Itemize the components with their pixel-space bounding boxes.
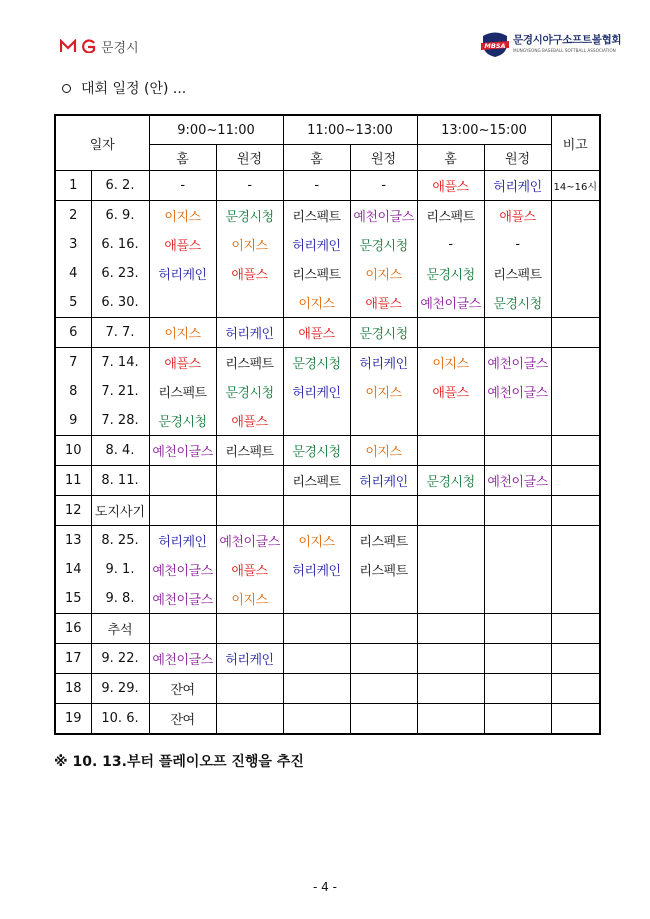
home-team-cell: 잔여 bbox=[149, 674, 216, 704]
table-row bbox=[55, 201, 600, 231]
home-team-cell: 이지스 bbox=[283, 526, 350, 556]
away-team-cell: 예천이글스 bbox=[484, 348, 551, 378]
row-date: 6. 23. bbox=[91, 259, 149, 288]
away-team-cell: 문경시청 bbox=[216, 377, 283, 406]
row-note bbox=[551, 526, 600, 556]
home-team-cell: 문경시청 bbox=[417, 259, 484, 288]
row-date: 7. 28. bbox=[91, 406, 149, 436]
row-note bbox=[551, 496, 600, 526]
home-team-cell: 애플스 bbox=[149, 348, 216, 378]
footnote: ※ 10. 13.부터 플레이오프 진행을 추진 bbox=[54, 754, 304, 770]
mg-logo bbox=[60, 37, 139, 55]
away-team-cell bbox=[350, 704, 417, 735]
away-team-cell: 리스펙트 bbox=[350, 555, 417, 584]
home-team-cell: 문경시청 bbox=[283, 436, 350, 466]
away-team-cell: 이지스 bbox=[216, 230, 283, 259]
section-title bbox=[62, 78, 186, 98]
row-date: 8. 25. bbox=[91, 526, 149, 556]
away-team-cell bbox=[484, 318, 551, 348]
away-team-cell: 애플스 bbox=[216, 259, 283, 288]
home-team-cell bbox=[283, 496, 350, 526]
table-row bbox=[55, 674, 600, 704]
away-team-cell bbox=[350, 674, 417, 704]
home-team-cell: 이지스 bbox=[417, 348, 484, 378]
row-number: 10 bbox=[55, 436, 91, 466]
away-team-cell bbox=[484, 496, 551, 526]
row-date: 9. 1. bbox=[91, 555, 149, 584]
home-team-cell: 문경시청 bbox=[149, 406, 216, 436]
away-team-cell bbox=[350, 496, 417, 526]
circle-bullet-icon bbox=[62, 84, 71, 93]
away-team-cell bbox=[350, 644, 417, 674]
table-row bbox=[55, 555, 600, 584]
home-team-cell bbox=[417, 526, 484, 556]
home-team-cell bbox=[283, 674, 350, 704]
table-row bbox=[55, 377, 600, 406]
away-team-cell: 애플스 bbox=[350, 288, 417, 318]
away-team-cell: 리스펙트 bbox=[216, 436, 283, 466]
row-note bbox=[551, 377, 600, 406]
away-team-cell bbox=[350, 406, 417, 436]
row-date: 6. 30. bbox=[91, 288, 149, 318]
away-team-cell bbox=[484, 704, 551, 735]
away-team-cell: - bbox=[216, 171, 283, 201]
section-title-text: 대회 일정 (안) ... bbox=[81, 81, 187, 97]
away-team-cell bbox=[484, 406, 551, 436]
away-team-cell: 이지스 bbox=[350, 377, 417, 406]
away-team-cell bbox=[216, 288, 283, 318]
away-team-cell: 리스펙트 bbox=[484, 259, 551, 288]
slot-header: 11:00~13:00 bbox=[283, 115, 417, 145]
away-team-cell: 애플스 bbox=[484, 201, 551, 231]
schedule-table bbox=[54, 114, 601, 735]
home-team-cell: 리스펙트 bbox=[283, 259, 350, 288]
away-team-cell bbox=[484, 674, 551, 704]
home-team-cell bbox=[283, 614, 350, 644]
home-team-cell bbox=[417, 614, 484, 644]
home-team-cell: 잔여 bbox=[149, 704, 216, 735]
home-team-cell: 예천이글스 bbox=[149, 436, 216, 466]
home-team-cell: - bbox=[283, 171, 350, 201]
away-team-cell: 문경시청 bbox=[484, 288, 551, 318]
svg-text:MBSA: MBSA bbox=[484, 42, 506, 50]
away-header: 원정 bbox=[216, 145, 283, 171]
away-team-cell: 허리케인 bbox=[484, 171, 551, 201]
row-note bbox=[551, 288, 600, 318]
away-team-cell bbox=[350, 614, 417, 644]
away-team-cell: 예천이글스 bbox=[216, 526, 283, 556]
away-team-cell: 허리케인 bbox=[216, 644, 283, 674]
row-number: 1 bbox=[55, 171, 91, 201]
home-team-cell: 문경시청 bbox=[417, 466, 484, 496]
row-number: 12 bbox=[55, 496, 91, 526]
row-number: 11 bbox=[55, 466, 91, 496]
away-team-cell bbox=[350, 584, 417, 614]
away-team-cell: 리스펙트 bbox=[216, 348, 283, 378]
row-note: 14~16시 bbox=[551, 171, 600, 201]
away-team-cell bbox=[216, 704, 283, 735]
home-team-cell: 리스펙트 bbox=[283, 201, 350, 231]
home-team-cell: 허리케인 bbox=[149, 259, 216, 288]
table-row bbox=[55, 406, 600, 436]
away-team-cell bbox=[216, 614, 283, 644]
home-team-cell: 이지스 bbox=[149, 201, 216, 231]
away-header: 원정 bbox=[484, 145, 551, 171]
away-team-cell: 문경시청 bbox=[350, 318, 417, 348]
table-row bbox=[55, 644, 600, 674]
home-team-cell: - bbox=[149, 171, 216, 201]
away-team-cell: 예천이글스 bbox=[350, 201, 417, 231]
row-date: 7. 21. bbox=[91, 377, 149, 406]
row-number: 16 bbox=[55, 614, 91, 644]
row-number: 14 bbox=[55, 555, 91, 584]
row-date: 9. 8. bbox=[91, 584, 149, 614]
away-team-cell: 애플스 bbox=[216, 406, 283, 436]
row-note bbox=[551, 259, 600, 288]
table-row bbox=[55, 526, 600, 556]
slot-header: 9:00~11:00 bbox=[149, 115, 283, 145]
home-team-cell bbox=[283, 584, 350, 614]
home-team-cell: 예천이글스 bbox=[417, 288, 484, 318]
home-header: 홈 bbox=[417, 145, 484, 171]
row-note bbox=[551, 584, 600, 614]
row-note bbox=[551, 674, 600, 704]
row-number: 6 bbox=[55, 318, 91, 348]
row-date: 10. 6. bbox=[91, 704, 149, 735]
home-team-cell: 애플스 bbox=[283, 318, 350, 348]
row-number: 2 bbox=[55, 201, 91, 231]
row-note bbox=[551, 201, 600, 231]
row-number: 7 bbox=[55, 348, 91, 378]
row-number: 15 bbox=[55, 584, 91, 614]
table-row bbox=[55, 704, 600, 735]
table-row bbox=[55, 584, 600, 614]
home-team-cell: 허리케인 bbox=[149, 526, 216, 556]
row-note bbox=[551, 614, 600, 644]
row-number: 18 bbox=[55, 674, 91, 704]
row-date: 6. 16. bbox=[91, 230, 149, 259]
home-team-cell bbox=[283, 704, 350, 735]
slot-header: 13:00~15:00 bbox=[417, 115, 551, 145]
row-note bbox=[551, 230, 600, 259]
away-team-cell: 문경시청 bbox=[216, 201, 283, 231]
city-name: 문경시 bbox=[101, 40, 139, 56]
association-emblem-icon bbox=[480, 30, 510, 58]
home-team-cell bbox=[149, 466, 216, 496]
table-row bbox=[55, 288, 600, 318]
away-header: 원정 bbox=[350, 145, 417, 171]
association-name-english: MUNGYEONG BASEBALL SOFTBALL ASSOCIATION bbox=[513, 47, 616, 53]
row-date: 7. 7. bbox=[91, 318, 149, 348]
row-date: 9. 22. bbox=[91, 644, 149, 674]
away-team-cell bbox=[216, 496, 283, 526]
row-date: 9. 29. bbox=[91, 674, 149, 704]
row-date: 추석 bbox=[91, 614, 149, 644]
away-team-cell bbox=[216, 674, 283, 704]
home-team-cell: 허리케인 bbox=[283, 230, 350, 259]
row-note bbox=[551, 348, 600, 378]
table-row bbox=[55, 318, 600, 348]
table-row bbox=[55, 171, 600, 201]
table-row bbox=[55, 466, 600, 496]
home-team-cell bbox=[283, 644, 350, 674]
row-date: 8. 11. bbox=[91, 466, 149, 496]
row-note bbox=[551, 406, 600, 436]
away-team-cell: 이지스 bbox=[350, 259, 417, 288]
row-note bbox=[551, 555, 600, 584]
home-team-cell: - bbox=[417, 230, 484, 259]
away-team-cell: 예천이글스 bbox=[484, 377, 551, 406]
note-header: 비고 bbox=[551, 115, 600, 171]
home-team-cell: 애플스 bbox=[417, 377, 484, 406]
home-team-cell: 문경시청 bbox=[283, 348, 350, 378]
home-team-cell bbox=[149, 288, 216, 318]
away-team-cell: 허리케인 bbox=[216, 318, 283, 348]
home-header: 홈 bbox=[283, 145, 350, 171]
away-team-cell bbox=[484, 555, 551, 584]
home-team-cell bbox=[417, 555, 484, 584]
home-team-cell: 예천이글스 bbox=[149, 555, 216, 584]
row-number: 19 bbox=[55, 704, 91, 735]
association-logo bbox=[480, 30, 621, 58]
home-team-cell: 리스펙트 bbox=[417, 201, 484, 231]
row-note bbox=[551, 466, 600, 496]
away-team-cell: - bbox=[350, 171, 417, 201]
row-date: 7. 14. bbox=[91, 348, 149, 378]
away-team-cell bbox=[484, 584, 551, 614]
away-team-cell: 허리케인 bbox=[350, 466, 417, 496]
table-row bbox=[55, 614, 600, 644]
table-row bbox=[55, 496, 600, 526]
home-team-cell bbox=[417, 704, 484, 735]
home-team-cell: 애플스 bbox=[149, 230, 216, 259]
row-number: 17 bbox=[55, 644, 91, 674]
table-row bbox=[55, 348, 600, 378]
home-team-cell bbox=[417, 584, 484, 614]
home-team-cell bbox=[283, 406, 350, 436]
date-header: 일자 bbox=[55, 115, 149, 171]
away-team-cell: 이지스 bbox=[350, 436, 417, 466]
away-team-cell: - bbox=[484, 230, 551, 259]
home-header: 홈 bbox=[149, 145, 216, 171]
page-number: - 4 - bbox=[313, 880, 337, 894]
row-number: 13 bbox=[55, 526, 91, 556]
table-row bbox=[55, 259, 600, 288]
home-team-cell: 허리케인 bbox=[283, 377, 350, 406]
row-number: 4 bbox=[55, 259, 91, 288]
home-team-cell: 예천이글스 bbox=[149, 644, 216, 674]
row-note bbox=[551, 644, 600, 674]
home-team-cell: 리스펙트 bbox=[283, 466, 350, 496]
table-row bbox=[55, 230, 600, 259]
association-name: 문경시야구소프트볼협회 bbox=[513, 34, 622, 47]
away-team-cell: 문경시청 bbox=[350, 230, 417, 259]
home-team-cell: 이지스 bbox=[283, 288, 350, 318]
row-note bbox=[551, 704, 600, 735]
row-date: 6. 2. bbox=[91, 171, 149, 201]
mg-logo-mark bbox=[60, 39, 98, 53]
home-team-cell: 이지스 bbox=[149, 318, 216, 348]
home-team-cell bbox=[417, 406, 484, 436]
away-team-cell bbox=[484, 614, 551, 644]
home-team-cell bbox=[149, 614, 216, 644]
away-team-cell: 리스펙트 bbox=[350, 526, 417, 556]
row-note bbox=[551, 436, 600, 466]
row-date: 8. 4. bbox=[91, 436, 149, 466]
away-team-cell: 이지스 bbox=[216, 584, 283, 614]
home-team-cell: 리스펙트 bbox=[149, 377, 216, 406]
row-date: 6. 9. bbox=[91, 201, 149, 231]
away-team-cell: 허리케인 bbox=[350, 348, 417, 378]
row-note bbox=[551, 318, 600, 348]
schedule-body bbox=[55, 171, 600, 735]
home-team-cell bbox=[149, 496, 216, 526]
away-team-cell: 애플스 bbox=[216, 555, 283, 584]
home-team-cell bbox=[417, 496, 484, 526]
home-team-cell: 허리케인 bbox=[283, 555, 350, 584]
home-team-cell bbox=[417, 674, 484, 704]
home-team-cell: 예천이글스 bbox=[149, 584, 216, 614]
row-number: 3 bbox=[55, 230, 91, 259]
away-team-cell bbox=[484, 526, 551, 556]
home-team-cell bbox=[417, 318, 484, 348]
row-number: 5 bbox=[55, 288, 91, 318]
away-team-cell: 예천이글스 bbox=[484, 466, 551, 496]
table-row bbox=[55, 436, 600, 466]
row-date: 도지사기 bbox=[91, 496, 149, 526]
row-number: 9 bbox=[55, 406, 91, 436]
away-team-cell bbox=[484, 436, 551, 466]
home-team-cell: 애플스 bbox=[417, 171, 484, 201]
away-team-cell bbox=[484, 644, 551, 674]
home-team-cell bbox=[417, 644, 484, 674]
row-number: 8 bbox=[55, 377, 91, 406]
away-team-cell bbox=[216, 466, 283, 496]
home-team-cell bbox=[417, 436, 484, 466]
